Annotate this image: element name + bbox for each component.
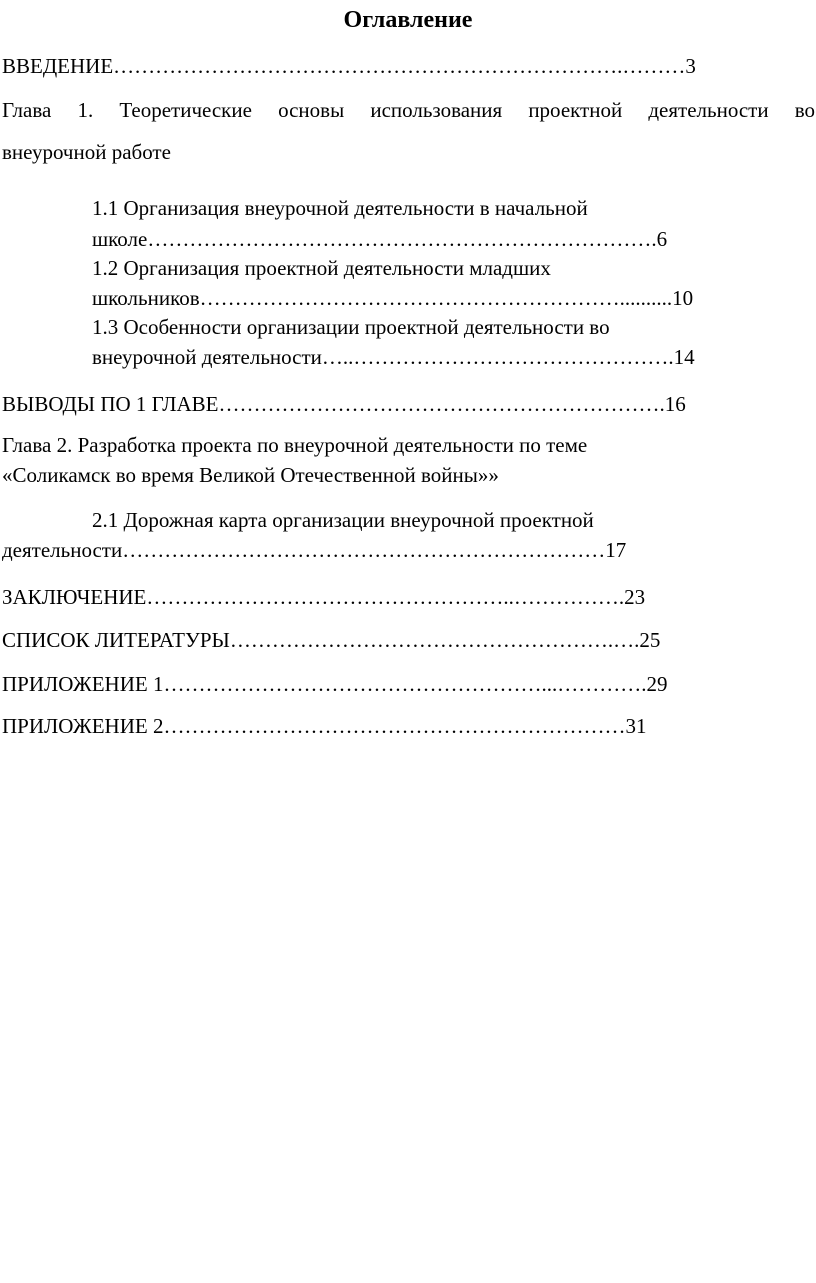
toc-entry-section-1-2-line2: школьников……………………………………………………..........10 [92,286,694,310]
toc-entry-section-1-2-line1: 1.2 Организация проектной деятельности младших [92,256,551,280]
toc-entry-conclusions-chapter1: ВЫВОДЫ ПО 1 ГЛАВЕ……………………………………………………….16 [2,392,686,416]
toc-entry-chapter2-line2: «Соликамск во время Великой Отечественной войны»» [2,463,499,487]
toc-entry-conclusion: ЗАКЛЮЧЕНИЕ……………………………………………..…………….23 [2,585,646,609]
toc-entry-section-1-3-line1: 1.3 Особенности организации проектной деятельности во [92,315,610,339]
toc-entry-appendix-1: ПРИЛОЖЕНИЕ 1………………………………………………...………….29 [2,672,668,696]
toc-entry-section-2-1-line2: деятельности……………………………………………………………17 [2,538,627,562]
toc-entry-appendix-2: ПРИЛОЖЕНИЕ 2…………………………………………………………31 [2,714,647,738]
toc-entry-chapter2-line1: Глава 2. Разработка проекта по внеурочной деятельности по теме [2,433,588,457]
page-title: Оглавление [343,7,473,33]
toc-entry-intro: ВВЕДЕНИЕ……………………………………………………………….………3 [2,54,696,78]
toc-entry-section-1-1-line1: 1.1 Организация внеурочной деятельности в начальной [92,196,588,220]
toc-entry-section-2-1-line1: 2.1 Дорожная карта организации внеурочной проектной [92,508,594,532]
toc-entry-section-1-1-line2: школе……………………………………………………………….6 [92,227,668,251]
toc-entry-chapter1-line1: Глава 1. Теоретические основы использования проектной деятельности во [2,98,815,122]
toc-entry-section-1-3-line2: внеурочной деятельности…..……………………………………….14 [92,345,695,369]
toc-entry-chapter1-line2: внеурочной работе [2,140,171,164]
toc-entry-references: СПИСОК ЛИТЕРАТУРЫ……………………………………………….….25 [2,628,661,652]
